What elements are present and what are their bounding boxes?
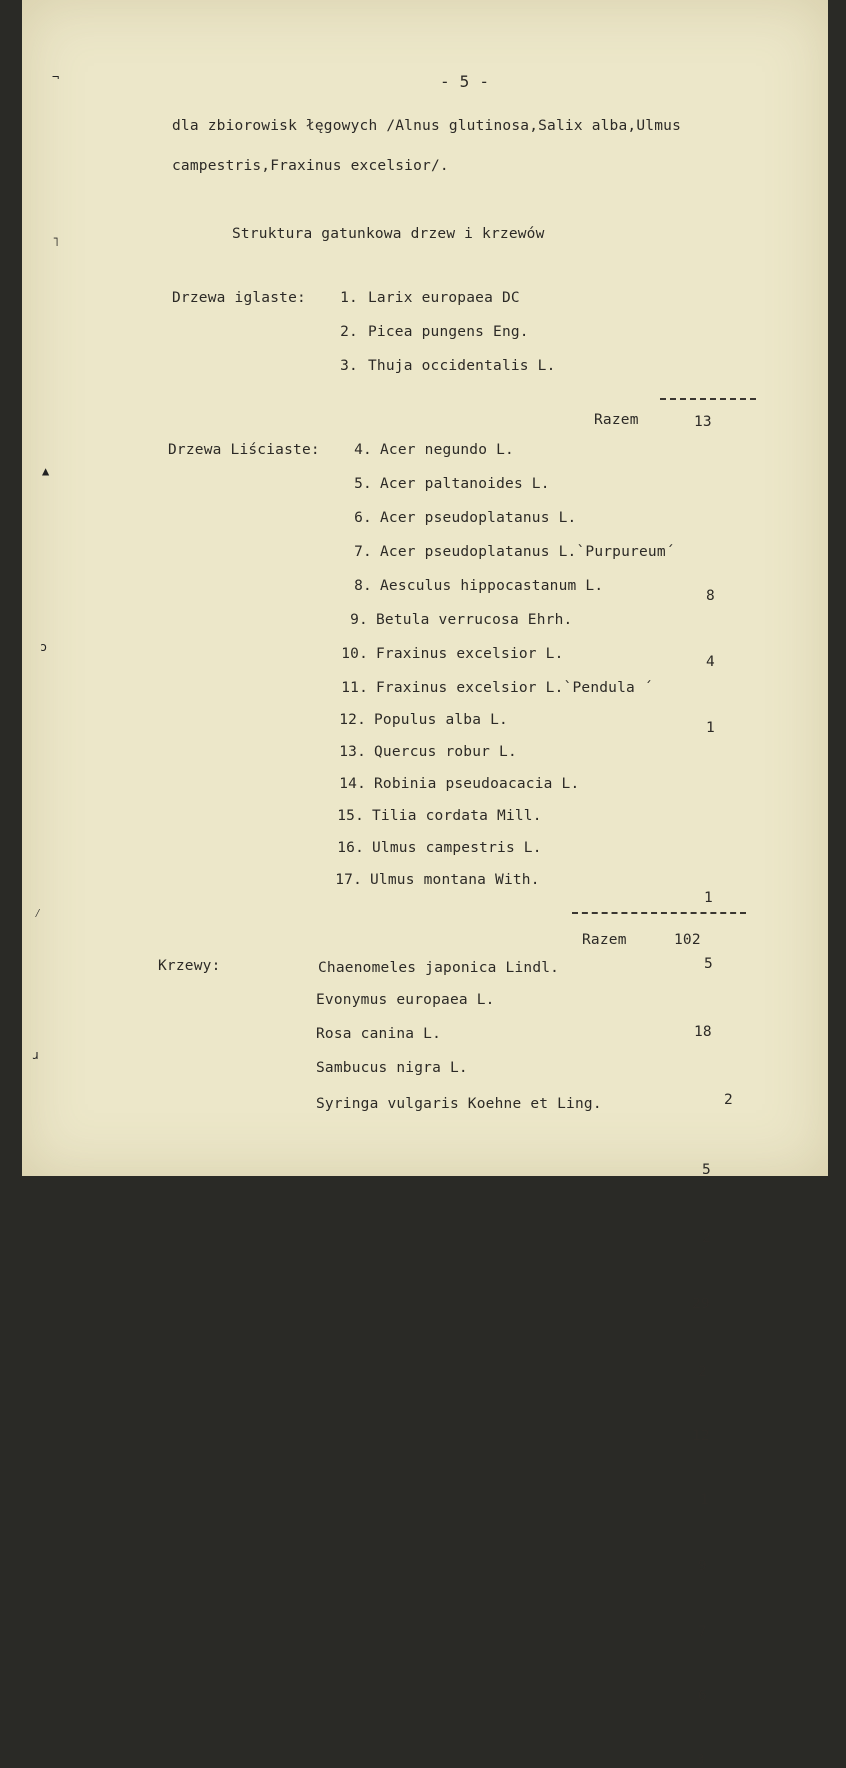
list-item: Chaenomeles japonica Lindl. (318, 960, 560, 976)
item-count: 1 (700, 1492, 709, 1508)
item-count: 2 (702, 1230, 711, 1246)
item-name: Acer paltanoides L. (380, 476, 550, 492)
item-number: 16. (337, 840, 364, 856)
list-item: Evonymus europaea L. (316, 992, 495, 1008)
item-count: 5 (702, 1162, 711, 1178)
item-name: Robinia pseudoacacia L. (374, 776, 580, 792)
section-heading: Struktura gatunkowa drzew i krzewów (232, 226, 545, 242)
margin-mark: ɔ (40, 640, 48, 654)
item-name: Populus alba L. (374, 712, 508, 728)
item-name: Larix europaea DC (368, 290, 520, 306)
item-number: 8. (354, 578, 372, 594)
list-item: Sambucus nigra L. (316, 1060, 468, 1076)
item-count: 18 (694, 1024, 712, 1040)
item-name: Acer negundo L. (380, 442, 514, 458)
margin-mark: ¬ (52, 70, 60, 84)
item-count: 7 (698, 1624, 707, 1640)
item-name: Quercus robur L. (374, 744, 517, 760)
item-name: Fraxinus excelsior L. (376, 646, 564, 662)
item-count: 29 (692, 1296, 710, 1312)
item-number: 3. (340, 358, 358, 374)
item-name: Thuja occidentalis L. (368, 358, 556, 374)
conifers-label: Drzewa iglaste: (172, 290, 306, 306)
total-value: 13 (694, 414, 712, 430)
item-name: Tilia cordata Mill. (372, 808, 542, 824)
list-item: Rosa canina L. (316, 1026, 442, 1042)
item-number: 4. (354, 442, 372, 458)
total-label: Razem (582, 932, 627, 948)
item-number: 13. (339, 744, 366, 760)
item-name: Acer pseudoplatanus L.`Purpureum´ (380, 544, 675, 560)
item-number: 10. (341, 646, 368, 662)
item-count: 1 (706, 720, 715, 736)
item-number: 9. (350, 612, 368, 628)
item-name: Picea pungens Eng. (368, 324, 529, 340)
item-number: 2. (340, 324, 358, 340)
item-number: 17. (335, 872, 362, 888)
item-count: 8 (706, 588, 715, 604)
item-count: 3 (696, 1752, 705, 1768)
item-number: 14. (339, 776, 366, 792)
margin-mark: ˥ (52, 235, 60, 249)
deciduous-label: Drzewa Liściaste: (168, 442, 320, 458)
item-name: Aesculus hippocastanum L. (380, 578, 604, 594)
item-number: 12. (339, 712, 366, 728)
item-count: 2 (724, 1092, 733, 1108)
item-count: 2 (698, 1364, 707, 1380)
item-count: 4 (706, 654, 715, 670)
item-number: 1. (340, 290, 358, 306)
item-number: 5. (354, 476, 372, 492)
intro-line-2: campestris,Fraxinus excelsior/. (172, 158, 449, 174)
item-name: Fraxinus excelsior L.`Pendula ´ (376, 680, 653, 696)
total-rule (572, 912, 746, 914)
item-name: Ulmus campestris L. (372, 840, 542, 856)
page-number: - 5 - (440, 72, 490, 91)
margin-mark: ⁄ (34, 906, 42, 920)
item-name: Acer pseudoplatanus L. (380, 510, 577, 526)
item-name: Betula verrucosa Ehrh. (376, 612, 573, 628)
intro-line-1: dla zbiorowisk łęgowych /Alnus glutinosa,Salix alba,Ulmus (172, 118, 681, 134)
item-count: 6 (698, 1688, 707, 1704)
item-name: Ulmus montana With. (370, 872, 540, 888)
item-number: 7. (354, 544, 372, 560)
total-rule (660, 398, 756, 400)
item-number: 15. (337, 808, 364, 824)
item-count: 1 (704, 890, 713, 906)
item-count: 12 (692, 1428, 710, 1444)
total-label: Razem (594, 412, 639, 428)
item-count: 5 (704, 956, 713, 972)
item-number: 6. (354, 510, 372, 526)
shrubs-label: Krzewy: (158, 958, 221, 974)
list-item: Syringa vulgaris Koehne et Ling. (316, 1096, 602, 1112)
margin-mark: ɹ (32, 1048, 40, 1062)
item-number: 11. (341, 680, 368, 696)
item-count: 9 (698, 1558, 707, 1574)
total-value: 102 (674, 932, 701, 948)
margin-mark: ▲ (42, 464, 50, 478)
